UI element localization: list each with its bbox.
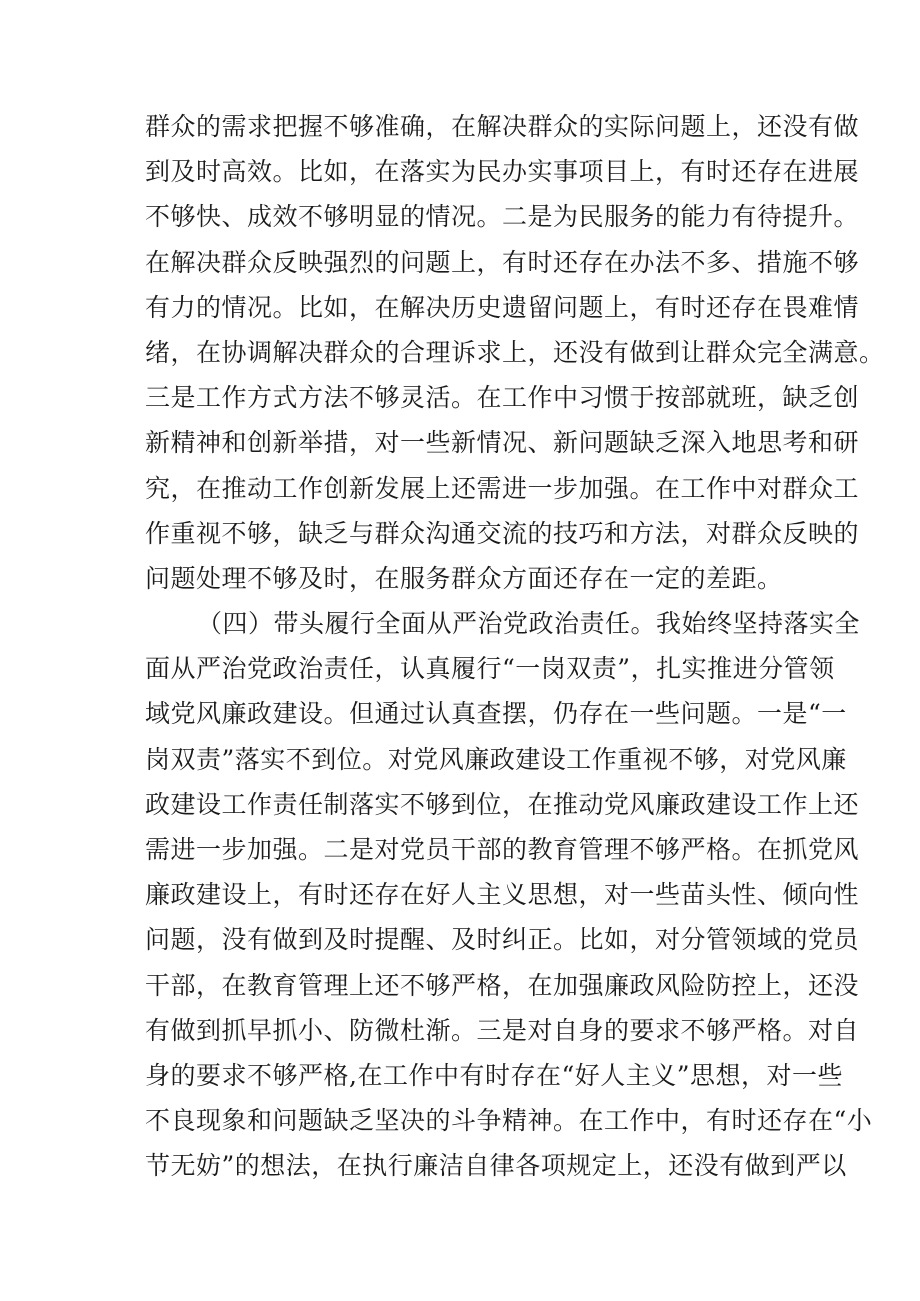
text-line: 群众的需求把握不够准确，在解决群众的实际问题上，还没有做 xyxy=(145,112,860,141)
text-line: 节无妨”的想法，在执行廉洁自律各项规定上，还没有做到严以 xyxy=(145,1151,847,1181)
text-line: 有力的情况。比如，在解决历史遗留问题上，有时还存在畏难情 xyxy=(145,292,860,322)
text-line: 廉政建设上，有时还存在好人主义思想，对一些苗头性、倾向性 xyxy=(145,880,860,910)
document-body xyxy=(145,104,885,1189)
text-line: 需进一步加强。二是对党员干部的教育管理不够严格。在抓党风 xyxy=(145,835,860,864)
text-line: 有做到抓早抓小、防微杜渐。三是对自身的要求不够严格。对自 xyxy=(145,1015,860,1045)
text-line: 到及时高效。比如，在落实为民办实事项目上，有时还存在进展 xyxy=(145,157,860,187)
text-line: 在解决群众反映强烈的问题上，有时还存在办法不多、措施不够 xyxy=(145,247,860,277)
text-line: 不良现象和问题缺乏坚决的斗争精神。在工作中，有时还存在“小 xyxy=(145,1106,873,1136)
text-line: 绪，在协调解决群众的合理诉求上，还没有做到让群众完全满意。 xyxy=(145,337,885,367)
section-heading-line: （四）带头履行全面从严治党政治责任。我始终坚持落实全 xyxy=(197,609,861,639)
text-line: 问题，没有做到及时提醒、及时纠正。比如，对分管领域的党员 xyxy=(145,925,860,955)
text-line: 面从严治党政治责任，认真履行“一岗双责”，扎实推进分管领 xyxy=(145,654,835,684)
text-line: 问题处理不够及时，在服务群众方面还存在一定的差距。 xyxy=(145,563,783,593)
text-line: 究，在推动工作创新发展上还需进一步加强。在工作中对群众工 xyxy=(145,473,860,503)
text-line: 身的要求不够严格,在工作中有时存在“好人主义”思想，对一些 xyxy=(145,1060,844,1090)
text-line: 新精神和创新举措，对一些新情况、新问题缺乏深入地思考和研 xyxy=(145,428,860,458)
text-line: 域党风廉政建设。但通过认真查摆，仍存在一些问题。一是“一 xyxy=(145,699,847,729)
text-line: 不够快、成效不够明显的情况。二是为民服务的能力有待提升。 xyxy=(145,202,860,232)
text-line: 干部，在教育管理上还不够严格，在加强廉政风险防控上，还没 xyxy=(145,970,860,1000)
text-line: 岗双责”落实不到位。对党风廉政建设工作重视不够，对党风廉 xyxy=(145,744,847,774)
text-line: 三是工作方式方法不够灵活。在工作中习惯于按部就班，缺乏创 xyxy=(145,383,860,413)
text-line: 作重视不够，缺乏与群众沟通交流的技巧和方法，对群众反映的 xyxy=(145,518,860,548)
text-line: 政建设工作责任制落实不够到位，在推动党风廉政建设工作上还 xyxy=(145,789,860,819)
